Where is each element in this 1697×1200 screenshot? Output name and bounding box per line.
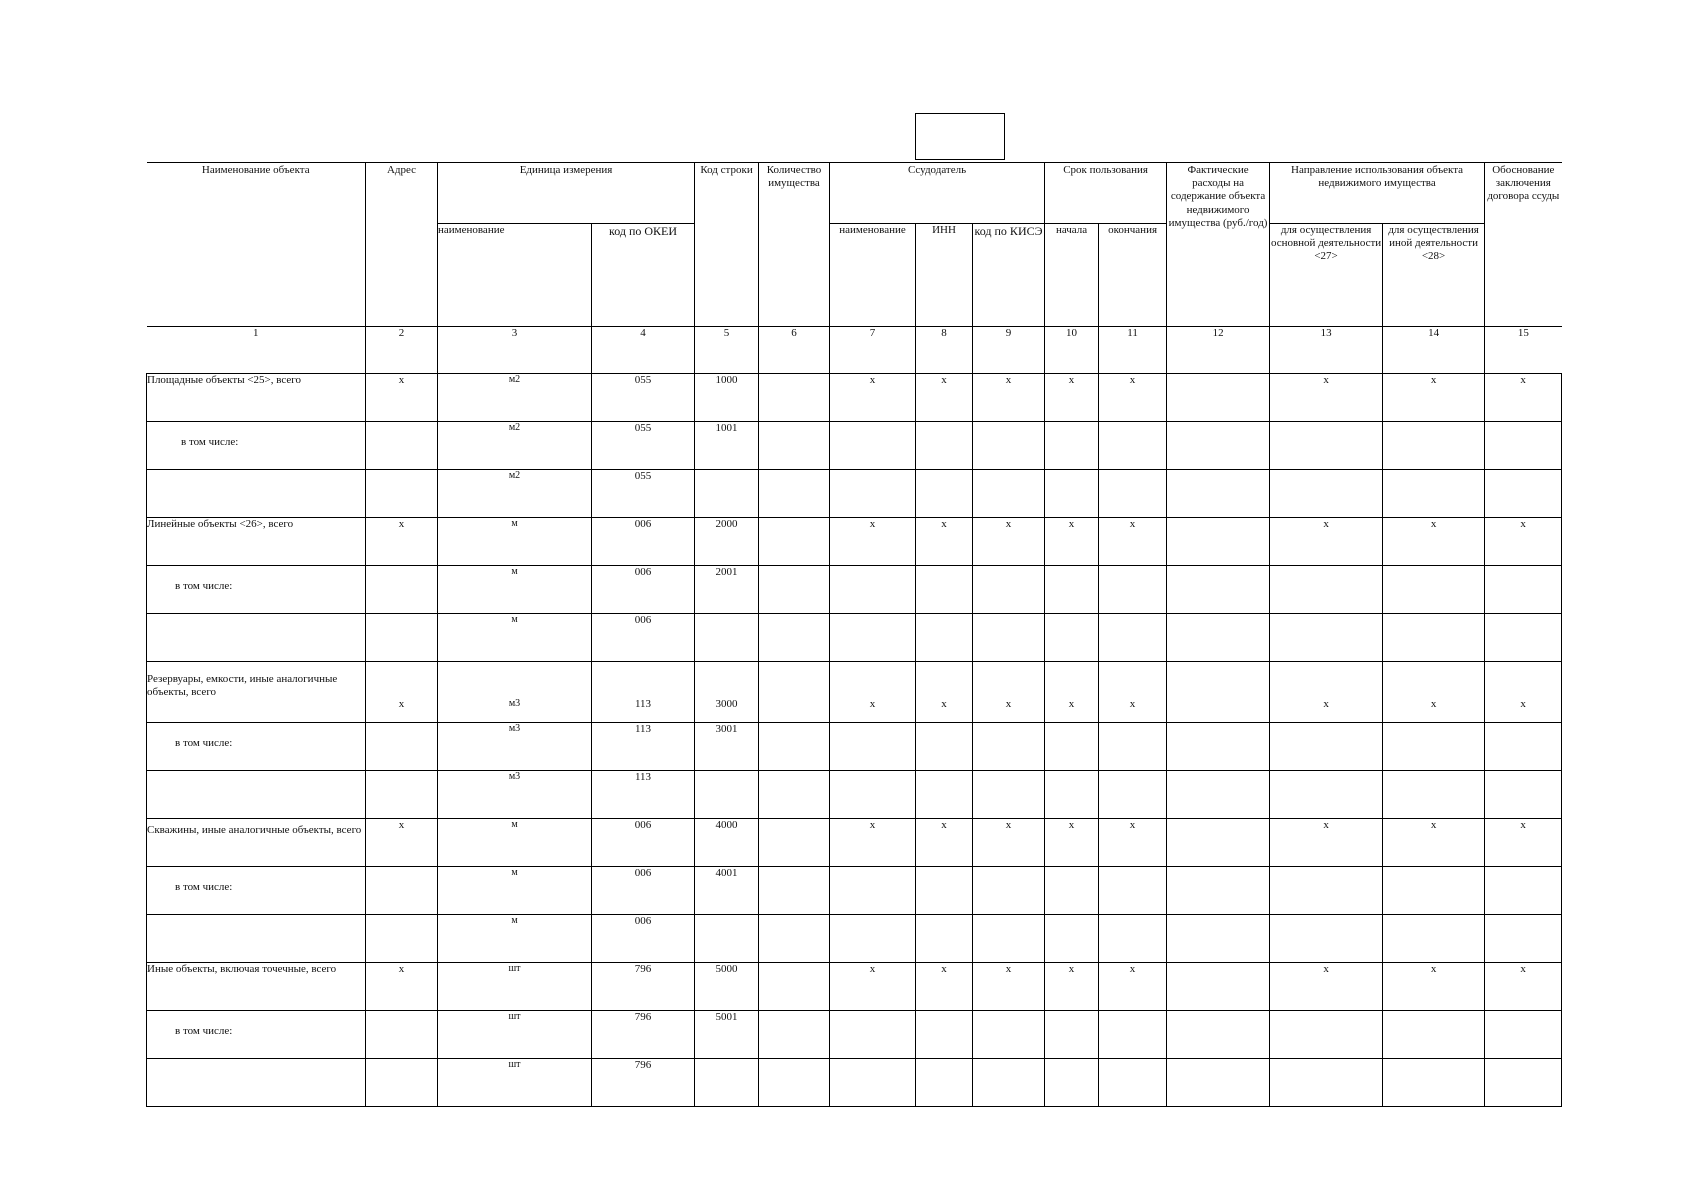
row-direction-other: x <box>1383 662 1485 723</box>
row-basis <box>1485 867 1562 915</box>
row-quantity <box>759 518 830 566</box>
row-lender-name <box>830 614 916 662</box>
row-okei: 796 <box>592 1011 695 1059</box>
row-okei: 006 <box>592 915 695 963</box>
column-number: 1 <box>147 327 366 374</box>
header-direction: Направление использования объекта недвижимого имущества <box>1270 163 1485 224</box>
row-direction-other: x <box>1383 963 1485 1011</box>
row-lender-inn <box>916 867 973 915</box>
row-lender-name: x <box>830 374 916 422</box>
row-quantity <box>759 723 830 771</box>
column-number: 6 <box>759 327 830 374</box>
row-expenses <box>1167 566 1270 614</box>
row-code: 4000 <box>695 819 759 867</box>
table-row <box>147 1011 1562 1059</box>
column-number: 8 <box>916 327 973 374</box>
table-row <box>147 771 1562 819</box>
row-okei: 006 <box>592 566 695 614</box>
row-basis <box>1485 470 1562 518</box>
column-number: 2 <box>366 327 438 374</box>
row-quantity <box>759 374 830 422</box>
row-direction-other <box>1383 867 1485 915</box>
row-term-start <box>1045 915 1099 963</box>
row-lender-kise <box>973 1059 1045 1107</box>
row-term-start <box>1045 771 1099 819</box>
header-row-1 <box>147 163 1562 224</box>
row-unit: м2 <box>438 470 592 518</box>
row-name: Резервуары, емкости, иные аналогичные объекты, всего <box>147 662 366 723</box>
row-expenses <box>1167 662 1270 723</box>
row-lender-kise: x <box>973 374 1045 422</box>
row-okei: 055 <box>592 470 695 518</box>
table-row <box>147 422 1562 470</box>
row-address: x <box>366 963 438 1011</box>
row-code <box>695 915 759 963</box>
header-direction-other: для осуществления иной деятельности <28> <box>1383 224 1485 327</box>
row-basis <box>1485 723 1562 771</box>
row-lender-inn: x <box>916 819 973 867</box>
row-term-end: x <box>1099 662 1167 723</box>
row-code <box>695 1059 759 1107</box>
row-expenses <box>1167 723 1270 771</box>
column-number: 13 <box>1270 327 1383 374</box>
row-lender-kise <box>973 771 1045 819</box>
row-term-end <box>1099 867 1167 915</box>
row-basis: x <box>1485 963 1562 1011</box>
row-basis <box>1485 915 1562 963</box>
row-lender-kise: x <box>973 662 1045 723</box>
row-address <box>366 422 438 470</box>
row-name <box>147 771 366 819</box>
row-address <box>366 867 438 915</box>
row-quantity <box>759 915 830 963</box>
row-direction-main <box>1270 723 1383 771</box>
row-quantity <box>759 614 830 662</box>
row-direction-main: x <box>1270 374 1383 422</box>
column-number: 4 <box>592 327 695 374</box>
row-lender-inn <box>916 614 973 662</box>
row-lender-name <box>830 1059 916 1107</box>
row-code: 2001 <box>695 566 759 614</box>
row-lender-kise <box>973 723 1045 771</box>
code-stamp-box <box>915 113 1005 160</box>
row-address: x <box>366 374 438 422</box>
header-unit-name: наименование <box>438 224 592 327</box>
row-direction-main <box>1270 566 1383 614</box>
row-unit: м <box>438 614 592 662</box>
row-expenses <box>1167 422 1270 470</box>
row-term-start: x <box>1045 963 1099 1011</box>
table-row <box>147 566 1562 614</box>
table-row <box>147 915 1562 963</box>
row-lender-kise: x <box>973 963 1045 1011</box>
row-quantity <box>759 819 830 867</box>
row-term-end <box>1099 470 1167 518</box>
row-direction-other <box>1383 470 1485 518</box>
row-term-start: x <box>1045 819 1099 867</box>
row-quantity <box>759 1011 830 1059</box>
row-okei: 006 <box>592 518 695 566</box>
row-lender-kise <box>973 1011 1045 1059</box>
header-basis: Обоснование заключения договора ссуды <box>1485 163 1562 327</box>
row-name <box>147 614 366 662</box>
row-term-start <box>1045 723 1099 771</box>
table-row <box>147 819 1562 867</box>
row-direction-other <box>1383 1011 1485 1059</box>
table-row <box>147 867 1562 915</box>
header-quantity: Количество имущества <box>759 163 830 327</box>
row-address <box>366 771 438 819</box>
row-basis <box>1485 614 1562 662</box>
row-lender-kise: x <box>973 819 1045 867</box>
row-direction-main <box>1270 614 1383 662</box>
row-term-end <box>1099 566 1167 614</box>
row-lender-kise <box>973 422 1045 470</box>
property-table <box>146 162 1562 1107</box>
row-lender-inn <box>916 915 973 963</box>
row-quantity <box>759 771 830 819</box>
column-number: 11 <box>1099 327 1167 374</box>
row-direction-other: x <box>1383 374 1485 422</box>
table-row <box>147 963 1562 1011</box>
table-row <box>147 1059 1562 1107</box>
row-quantity <box>759 1059 830 1107</box>
row-address <box>366 566 438 614</box>
row-code: 5000 <box>695 963 759 1011</box>
header-lender-inn: ИНН <box>916 224 973 327</box>
column-number: 7 <box>830 327 916 374</box>
row-unit: м <box>438 566 592 614</box>
row-direction-other: x <box>1383 819 1485 867</box>
row-unit: м3 <box>438 723 592 771</box>
header-address: Адрес <box>366 163 438 327</box>
table-row <box>147 723 1562 771</box>
table-row <box>147 518 1562 566</box>
row-quantity <box>759 422 830 470</box>
header-term-start: начала <box>1045 224 1099 327</box>
row-name: в том числе: <box>147 723 366 771</box>
row-lender-name <box>830 422 916 470</box>
row-expenses <box>1167 1059 1270 1107</box>
row-unit: м <box>438 915 592 963</box>
row-unit: м2 <box>438 422 592 470</box>
header-term-end: окончания <box>1099 224 1167 327</box>
row-okei: 796 <box>592 963 695 1011</box>
row-code: 4001 <box>695 867 759 915</box>
row-lender-name: x <box>830 963 916 1011</box>
row-term-start <box>1045 566 1099 614</box>
table-row <box>147 662 1562 723</box>
row-direction-main <box>1270 915 1383 963</box>
row-basis <box>1485 1059 1562 1107</box>
row-code: 1000 <box>695 374 759 422</box>
header-name: Наименование объекта <box>147 163 366 327</box>
row-lender-name: x <box>830 662 916 723</box>
row-unit: м3 <box>438 771 592 819</box>
row-code: 5001 <box>695 1011 759 1059</box>
row-name: в том числе: <box>147 1011 366 1059</box>
row-code <box>695 614 759 662</box>
row-basis <box>1485 422 1562 470</box>
row-lender-name: x <box>830 518 916 566</box>
row-term-end <box>1099 422 1167 470</box>
row-term-end: x <box>1099 374 1167 422</box>
row-basis <box>1485 1011 1562 1059</box>
row-term-start <box>1045 867 1099 915</box>
row-expenses <box>1167 963 1270 1011</box>
column-numbers-row <box>147 327 1562 374</box>
header-expenses: Фактические расходы на содержание объекта недвижимого имущества (руб./год) <box>1167 163 1270 327</box>
row-expenses <box>1167 867 1270 915</box>
header-lender: Ссудодатель <box>830 163 1045 224</box>
row-code: 1001 <box>695 422 759 470</box>
row-term-end <box>1099 1059 1167 1107</box>
row-address <box>366 1011 438 1059</box>
column-number: 3 <box>438 327 592 374</box>
row-lender-name <box>830 915 916 963</box>
row-expenses <box>1167 614 1270 662</box>
row-unit: шт <box>438 1059 592 1107</box>
row-unit: шт <box>438 963 592 1011</box>
row-lender-inn <box>916 723 973 771</box>
row-unit: м2 <box>438 374 592 422</box>
row-expenses <box>1167 819 1270 867</box>
row-lender-name <box>830 470 916 518</box>
row-lender-kise <box>973 915 1045 963</box>
row-expenses <box>1167 1011 1270 1059</box>
row-lender-name <box>830 771 916 819</box>
row-term-end <box>1099 614 1167 662</box>
row-name: в том числе: <box>147 566 366 614</box>
row-name: в том числе: <box>147 867 366 915</box>
row-direction-other <box>1383 771 1485 819</box>
row-term-end: x <box>1099 819 1167 867</box>
row-direction-other <box>1383 566 1485 614</box>
row-term-start: x <box>1045 374 1099 422</box>
row-lender-name <box>830 566 916 614</box>
row-name: Скважины, иные аналогичные объекты, всего <box>147 819 366 867</box>
row-direction-other: x <box>1383 518 1485 566</box>
row-okei: 055 <box>592 422 695 470</box>
row-code: 2000 <box>695 518 759 566</box>
row-term-start <box>1045 422 1099 470</box>
row-lender-inn <box>916 1011 973 1059</box>
row-expenses <box>1167 915 1270 963</box>
row-term-end <box>1099 723 1167 771</box>
column-number: 12 <box>1167 327 1270 374</box>
row-term-start <box>1045 1011 1099 1059</box>
row-address: x <box>366 518 438 566</box>
row-term-start: x <box>1045 662 1099 723</box>
header-direction-main: для осуществления основной деятельности <27> <box>1270 224 1383 327</box>
row-address <box>366 614 438 662</box>
row-lender-kise: x <box>973 518 1045 566</box>
column-number: 5 <box>695 327 759 374</box>
row-term-start: x <box>1045 518 1099 566</box>
table-row <box>147 374 1562 422</box>
row-lender-name <box>830 1011 916 1059</box>
row-lender-kise <box>973 867 1045 915</box>
row-address <box>366 915 438 963</box>
row-expenses <box>1167 374 1270 422</box>
row-term-start <box>1045 1059 1099 1107</box>
row-name: Линейные объекты <26>, всего <box>147 518 366 566</box>
row-lender-inn <box>916 470 973 518</box>
row-name: Площадные объекты <25>, всего <box>147 374 366 422</box>
row-unit: шт <box>438 1011 592 1059</box>
row-lender-inn <box>916 771 973 819</box>
row-unit: м3 <box>438 662 592 723</box>
row-name: Иные объекты, включая точечные, всего <box>147 963 366 1011</box>
row-lender-kise <box>973 566 1045 614</box>
column-number: 10 <box>1045 327 1099 374</box>
header-lender-name: наименование <box>830 224 916 327</box>
row-unit: м <box>438 819 592 867</box>
row-direction-main <box>1270 470 1383 518</box>
row-direction-other <box>1383 915 1485 963</box>
row-lender-inn: x <box>916 374 973 422</box>
row-lender-inn: x <box>916 518 973 566</box>
header-lender-kise: код по КИСЭ <box>973 224 1045 327</box>
row-direction-main: x <box>1270 662 1383 723</box>
row-lender-inn <box>916 1059 973 1107</box>
row-lender-name: x <box>830 819 916 867</box>
row-term-end: x <box>1099 518 1167 566</box>
row-code: 3000 <box>695 662 759 723</box>
row-address <box>366 723 438 771</box>
row-name <box>147 915 366 963</box>
row-okei: 006 <box>592 819 695 867</box>
row-lender-kise <box>973 470 1045 518</box>
row-okei: 796 <box>592 1059 695 1107</box>
row-lender-inn <box>916 422 973 470</box>
row-basis: x <box>1485 819 1562 867</box>
row-direction-other <box>1383 723 1485 771</box>
row-unit: м <box>438 518 592 566</box>
row-term-end <box>1099 771 1167 819</box>
row-term-start <box>1045 614 1099 662</box>
row-term-end <box>1099 915 1167 963</box>
row-name <box>147 470 366 518</box>
row-okei: 006 <box>592 614 695 662</box>
row-lender-name <box>830 723 916 771</box>
header-line-code: Код строки <box>695 163 759 327</box>
header-unit-okei: код по ОКЕИ <box>592 224 695 327</box>
row-quantity <box>759 867 830 915</box>
row-basis <box>1485 566 1562 614</box>
row-code <box>695 470 759 518</box>
row-direction-other <box>1383 422 1485 470</box>
row-term-end <box>1099 1011 1167 1059</box>
row-expenses <box>1167 470 1270 518</box>
row-direction-main: x <box>1270 518 1383 566</box>
row-direction-main <box>1270 867 1383 915</box>
row-term-end: x <box>1099 963 1167 1011</box>
row-okei: 113 <box>592 662 695 723</box>
row-name <box>147 1059 366 1107</box>
row-basis <box>1485 771 1562 819</box>
row-code: 3001 <box>695 723 759 771</box>
row-quantity <box>759 566 830 614</box>
row-quantity <box>759 662 830 723</box>
row-lender-kise <box>973 614 1045 662</box>
row-lender-inn: x <box>916 963 973 1011</box>
row-okei: 055 <box>592 374 695 422</box>
row-okei: 113 <box>592 723 695 771</box>
row-direction-other <box>1383 1059 1485 1107</box>
row-address: x <box>366 819 438 867</box>
column-number: 15 <box>1485 327 1562 374</box>
header-term: Срок пользования <box>1045 163 1167 224</box>
row-direction-main <box>1270 422 1383 470</box>
column-number: 14 <box>1383 327 1485 374</box>
row-expenses <box>1167 771 1270 819</box>
row-address <box>366 1059 438 1107</box>
row-address: x <box>366 662 438 723</box>
row-quantity <box>759 963 830 1011</box>
row-lender-inn <box>916 566 973 614</box>
row-basis: x <box>1485 374 1562 422</box>
row-code <box>695 771 759 819</box>
row-okei: 113 <box>592 771 695 819</box>
row-expenses <box>1167 518 1270 566</box>
row-quantity <box>759 470 830 518</box>
row-lender-inn: x <box>916 662 973 723</box>
row-direction-main <box>1270 1059 1383 1107</box>
row-direction-other <box>1383 614 1485 662</box>
row-term-start <box>1045 470 1099 518</box>
row-basis: x <box>1485 662 1562 723</box>
table-row <box>147 614 1562 662</box>
row-direction-main: x <box>1270 963 1383 1011</box>
row-lender-name <box>830 867 916 915</box>
table-row <box>147 470 1562 518</box>
column-number: 9 <box>973 327 1045 374</box>
row-direction-main <box>1270 771 1383 819</box>
row-basis: x <box>1485 518 1562 566</box>
row-name: в том числе: <box>147 422 366 470</box>
row-address <box>366 470 438 518</box>
row-direction-main <box>1270 1011 1383 1059</box>
row-unit: м <box>438 867 592 915</box>
row-direction-main: x <box>1270 819 1383 867</box>
header-unit: Единица измерения <box>438 163 695 224</box>
row-okei: 006 <box>592 867 695 915</box>
